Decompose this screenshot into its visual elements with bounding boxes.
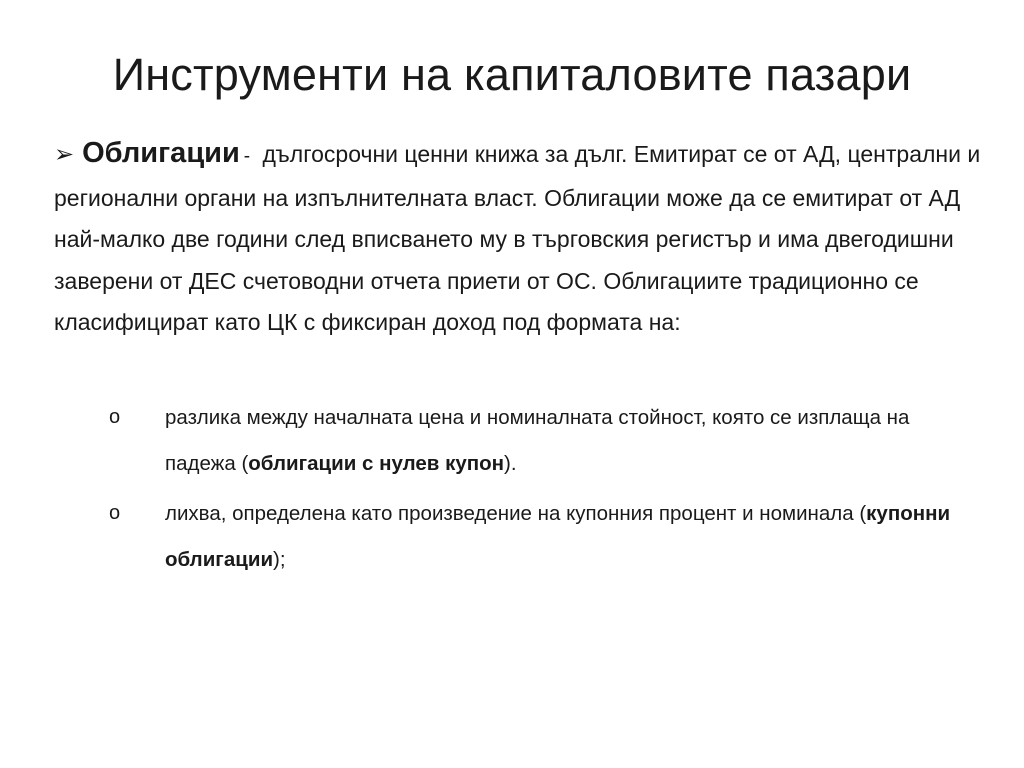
sub-bullet-text	[165, 395, 985, 487]
sub-bullet-text-after: ).	[504, 452, 517, 475]
main-bullet	[54, 133, 984, 344]
sub-bullet-bold-term: облигации с нулев купон	[248, 452, 505, 475]
arrow-bullet-icon: ➢	[54, 141, 75, 168]
slide-title: Инструменти на капиталовите пазари	[112, 49, 912, 100]
sub-bullet-text-before: лихва, определена като произведение на купонния процент и номинала (	[165, 502, 867, 525]
circle-bullet-icon: o	[109, 502, 121, 524]
term-dash: -	[243, 146, 251, 167]
sub-bullet-bold-term: купонни облигации	[165, 502, 951, 571]
sub-bullet-text-before: разлика между началната цена и номиналната стойност, която се изплаща на падежа (	[165, 406, 910, 475]
sub-bullet-text-after: );	[273, 548, 286, 571]
sub-bullet-text	[165, 491, 985, 583]
main-bullet-text: дългосрочни ценни книжа за дълг. Емитират се от АД, централни и регионални органи на изпълнителната власт. Облигации може да се емитират от АД най-малко две години след вписването му в търговския регистър и има двегодишни заверени от ДЕС счетоводни отчета приети от ОС. Облигациите традиционно се класифицират като ЦК с фиксиран доход под формата на:	[54, 141, 981, 335]
circle-bullet-icon: o	[109, 406, 121, 428]
term-bonds: Облигации	[82, 137, 240, 169]
